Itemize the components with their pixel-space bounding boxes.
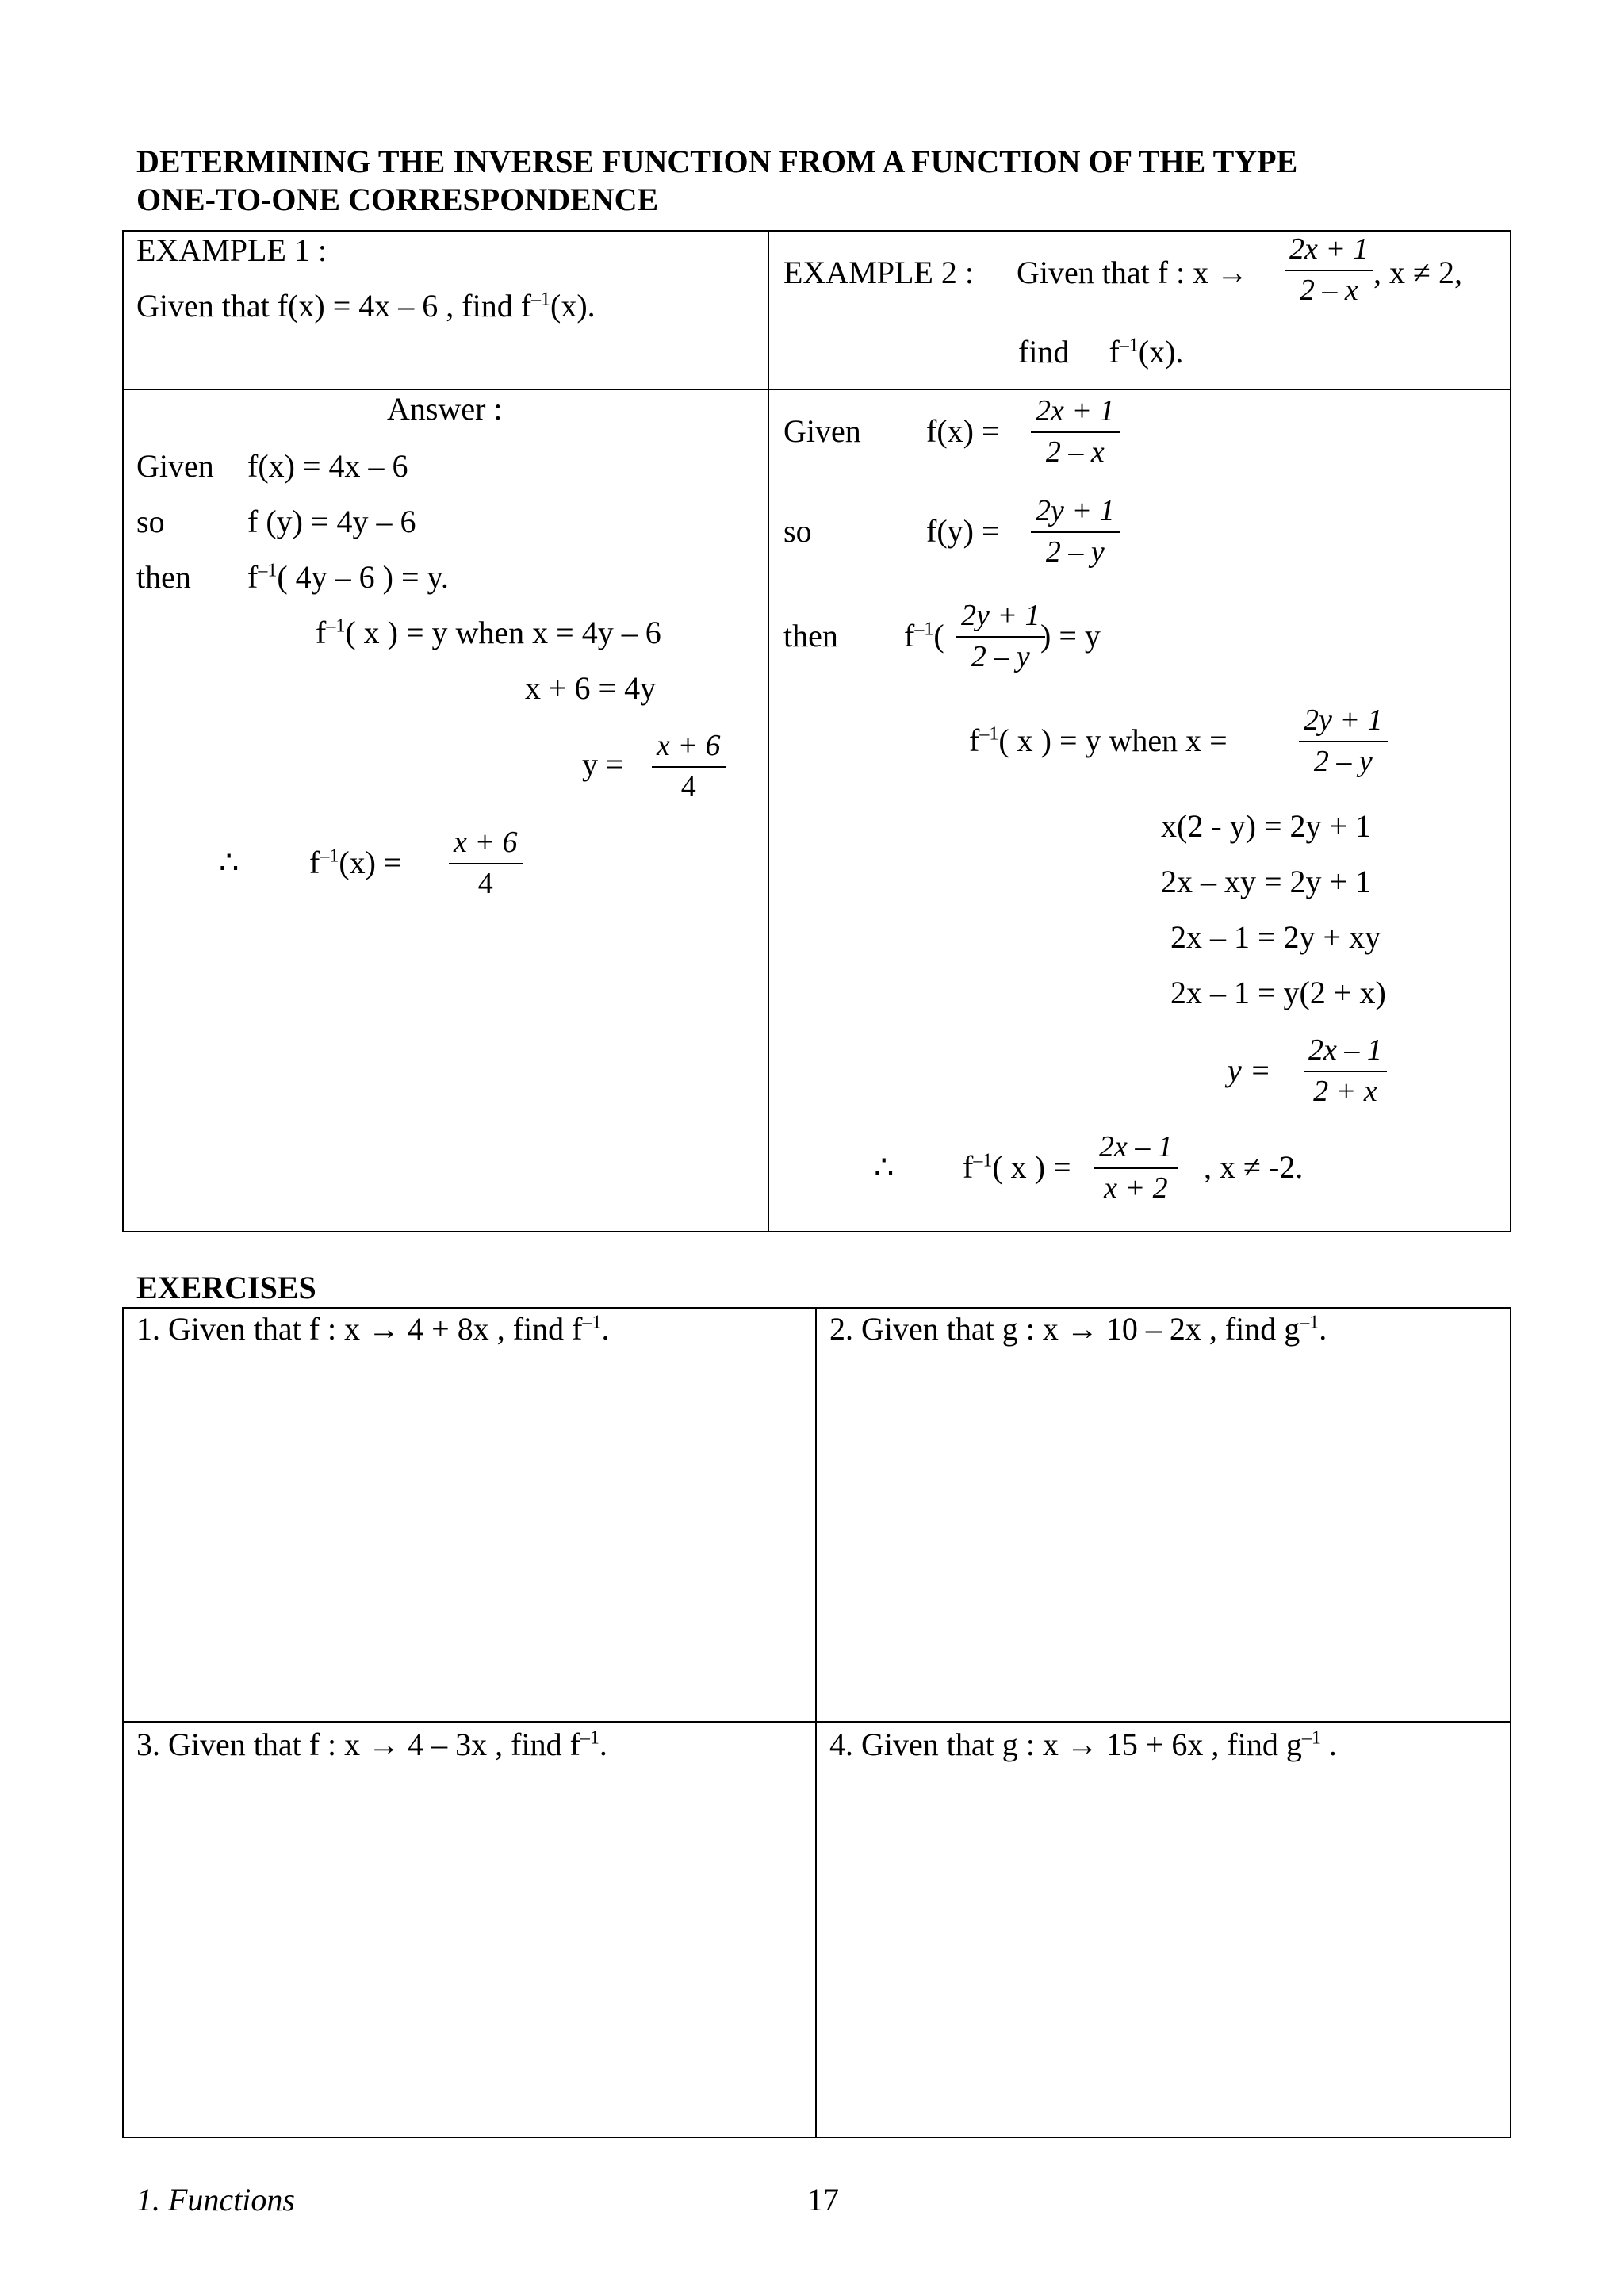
example1-line3-expr: $f^{-1}$( 4y – 6 ) = y. — [247, 559, 449, 595]
example1-line1-label: Given — [136, 448, 214, 484]
example2-line7: 2x – 1 = 2y + xy — [1170, 919, 1381, 955]
example2-result-condition: , x ≠ -2. — [1204, 1149, 1304, 1185]
example1-line5: x + 6 = 4y — [525, 670, 657, 706]
example2-result-fraction: $\frac{2x - 1}{x + 2}$ — [1094, 1129, 1178, 1205]
exercises-heading: EXERCISES — [136, 1270, 316, 1305]
example2-question: Given that f : x → — [1017, 255, 1249, 290]
example1-line6-fraction: $\frac{x + 6}{4}$ — [652, 728, 726, 804]
example2-line9-fraction: $\frac{2x - 1}{2 + x}$ — [1304, 1033, 1387, 1109]
page-number: 17 — [807, 2182, 839, 2217]
example1-result-fraction: $\frac{x + 6}{4}$ — [449, 825, 523, 901]
page-title-line2: ONE-TO-ONE CORRESPONDENCE — [136, 182, 659, 217]
example2-question-fraction: $\frac{2x + 1}{2 - x}$ — [1285, 232, 1373, 308]
example2-line2-fraction: $\frac{2y + 1}{2 - y}$ — [1031, 493, 1120, 569]
example1-line1-expr: f(x) = 4x – 6 — [247, 448, 408, 484]
exercises-table — [122, 1307, 1511, 2138]
exercise-1: 1. Given that f : x → 4 + 8x , find $f^{-1}$. — [136, 1311, 610, 1347]
example1-line2-expr: f (y) = 4y – 6 — [247, 504, 416, 539]
therefore-symbol-1: ∴ — [219, 845, 239, 880]
example1-line4: $f^{-1}$( x ) = y when x = 4y – 6 — [316, 615, 661, 650]
example2-question-condition: , x ≠ 2, — [1373, 255, 1462, 290]
example2-line2-label: so — [783, 513, 812, 549]
example2-line4-fraction: $\frac{2y + 1}{2 - y}$ — [1299, 703, 1388, 779]
exercises-row-divider — [122, 1721, 1511, 1723]
example2-line1-fraction: $\frac{2x + 1}{2 - x}$ — [1031, 393, 1120, 470]
example1-answer-label: Answer : — [387, 391, 503, 427]
example2-line2-lhs: f(y) = — [926, 513, 1000, 549]
example1-line3-label: then — [136, 559, 191, 595]
page-title-line1: DETERMINING THE INVERSE FUNCTION FROM A FUNCTION OF THE TYPE — [136, 144, 1298, 179]
example2-line4: $f^{-1}$( x ) = y when x = — [969, 723, 1228, 758]
example2-line9-lhs: y = — [1228, 1052, 1271, 1088]
example1-heading: EXAMPLE 1 : — [136, 232, 327, 268]
footer-chapter: 1. Functions — [136, 2182, 295, 2217]
example2-line1-lhs: f(x) = — [926, 413, 1000, 449]
example2-heading: EXAMPLE 2 : — [783, 255, 974, 290]
example2-line1-label: Given — [783, 413, 861, 449]
example2-line3-fraction: $\frac{2y + 1}{2 - y}$ — [956, 598, 1045, 674]
example2-line6: 2x – xy = 2y + 1 — [1161, 864, 1372, 899]
example1-result-lhs: $f^{-1}(x)$ = — [309, 845, 402, 880]
example2-line3-lhs: $f^{-1}$( — [904, 618, 944, 654]
example1-question: Given that f(x) = 4x – 6 , find $f^{-1}(x)$. — [136, 288, 596, 324]
example2-line3-label: then — [783, 618, 838, 654]
exercise-3: 3. Given that f : x → 4 – 3x , find $f^{-1}$. — [136, 1727, 607, 1762]
exercise-2: 2. Given that g : x → 10 – 2x , find $g^{-1}$. — [829, 1311, 1327, 1347]
therefore-symbol-2: ∴ — [874, 1149, 894, 1185]
exercises-divider — [815, 1307, 817, 2138]
example2-find: find $f^{-1}(x)$. — [1018, 334, 1184, 370]
example2-line5: x(2 - y) = 2y + 1 — [1161, 808, 1372, 844]
example1-line2-label: so — [136, 504, 165, 539]
example2-result-lhs: $f^{-1}$( x ) = — [963, 1149, 1071, 1185]
exercise-4: 4. Given that g : x → 15 + 6x , find $g^{-1}$ . — [829, 1727, 1337, 1762]
example2-line3-rhs: ) = y — [1040, 618, 1101, 654]
examples-row-divider — [122, 389, 1511, 390]
example2-line8: 2x – 1 = y(2 + x) — [1170, 975, 1386, 1010]
example1-line6-lhs: y = — [582, 746, 624, 782]
examples-divider — [768, 230, 769, 1232]
